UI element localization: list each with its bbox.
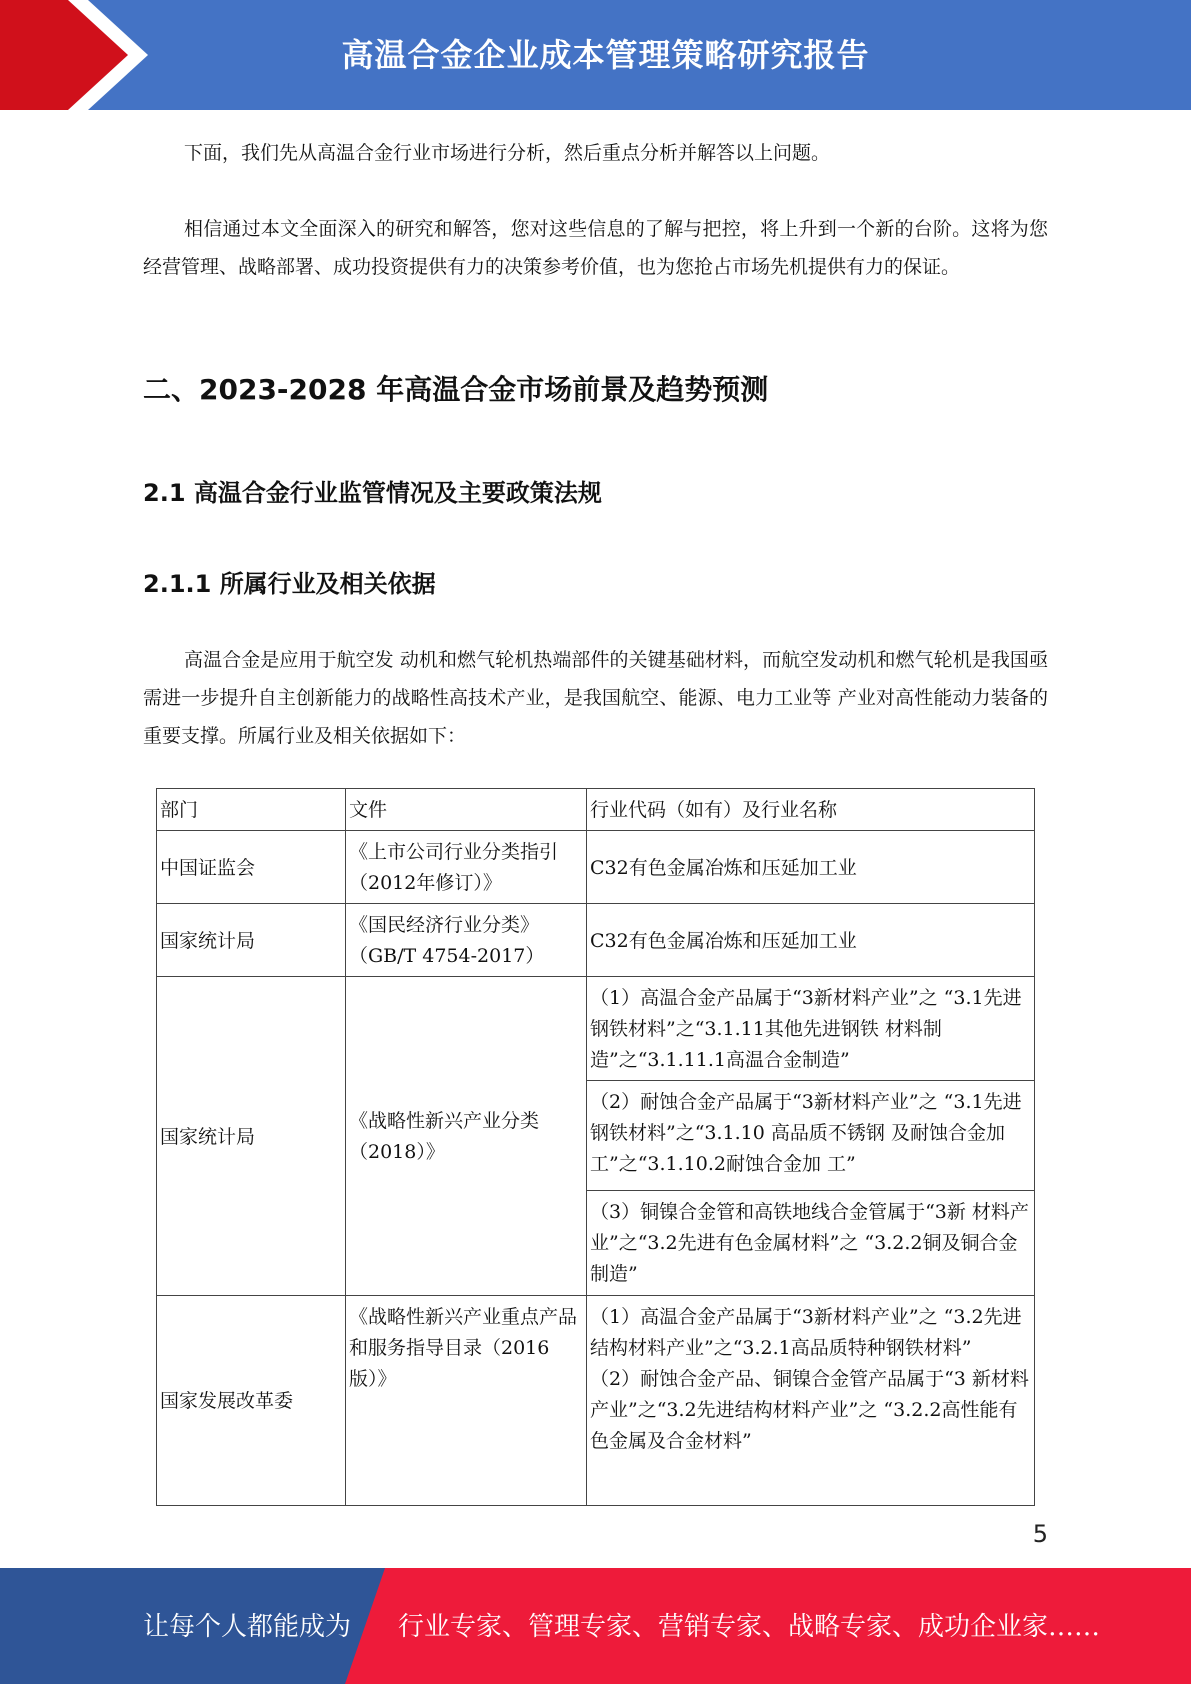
section-heading: 二、2023-2028 年高温合金市场前景及趋势预测 bbox=[143, 373, 769, 406]
table-header-cell: 行业代码（如有）及行业名称 bbox=[587, 789, 1035, 831]
body-paragraph-block bbox=[143, 641, 1048, 755]
subsubsection-heading-block bbox=[143, 564, 1048, 599]
footer-slogan-right: 行业专家、管理专家、营销专家、战略专家、成功企业家…… bbox=[398, 1612, 1101, 1642]
table-cell-dept: 国家发展改革委 bbox=[157, 1296, 346, 1506]
table-cell-code: （1）高温合金产品属于“3新材料产业”之 “3.1先进钢铁材料”之“3.1.11其他先进钢铁 材料制造”之“3.1.11.1高温合金制造” bbox=[587, 977, 1035, 1081]
table-cell-dept: 国家统计局 bbox=[157, 904, 346, 977]
table-row bbox=[157, 1296, 1035, 1506]
table-header-cell: 部门 bbox=[157, 789, 346, 831]
table-cell-doc: 《战略性新兴产业重点产品和服务指导目录（2016版）》 bbox=[346, 1296, 587, 1506]
subsection-heading-block bbox=[143, 473, 1048, 508]
subsection-heading: 2.1 高温合金行业监管情况及主要政策法规 bbox=[143, 479, 602, 507]
table-cell-code: （2）耐蚀合金产品属于“3新材料产业”之 “3.1先进钢铁材料”之“3.1.10 高品质不锈钢 及耐蚀合金加工”之“3.1.10.2耐蚀合金加 工” bbox=[587, 1081, 1035, 1191]
page-header bbox=[0, 0, 1191, 110]
table-cell-code: （1）高温合金产品属于“3新材料产业”之 “3.2先进结构材料产业”之“3.2.1高品质特种钢铁材料” （2）耐蚀合金产品、铜镍合金管产品属于“3 新材料产业”之“3.2先进结构材料产业”之 “3.2.2高性能有色金属及合金材料” bbox=[587, 1296, 1035, 1506]
section-heading-block bbox=[143, 368, 1048, 408]
intro-paragraph-2-block bbox=[143, 210, 1048, 286]
table-cell-doc: 《上市公司行业分类指引（2012年修订）》 bbox=[346, 831, 587, 904]
footer-slogan-left: 让每个人都能成为 bbox=[143, 1612, 352, 1642]
table-row bbox=[157, 977, 1035, 1081]
table-cell-code: C32有色金属冶炼和压延加工业 bbox=[587, 831, 1035, 904]
table-row bbox=[157, 904, 1035, 977]
table-cell-doc: 《国民经济行业分类》（GB/T 4754-2017） bbox=[346, 904, 587, 977]
table-cell-code: C32有色金属冶炼和压延加工业 bbox=[587, 904, 1035, 977]
table-row bbox=[157, 831, 1035, 904]
table-header-cell: 文件 bbox=[346, 789, 587, 831]
intro-paragraph-1: 下面，我们先从高温合金行业市场进行分析，然后重点分析并解答以上问题。 bbox=[184, 142, 831, 164]
report-title: 高温合金企业成本管理策略研究报告 bbox=[341, 36, 870, 74]
intro-paragraph-1-block bbox=[143, 134, 1048, 172]
table-cell-dept: 国家统计局 bbox=[157, 977, 346, 1296]
table-header-row bbox=[157, 789, 1035, 831]
table-cell-code: （3）铜镍合金管和高铁地线合金管属于“3新 材料产业”之“3.2先进有色金属材料”之 “3.2.2铜及铜合金制造” bbox=[587, 1191, 1035, 1296]
body-paragraph: 高温合金是应用于航空发 动机和燃气轮机热端部件的关键基础材料，而航空发动机和燃气轮机是我国亟需进一步提升自主创新能力的战略性高技术产业，是我国航空、能源、电力工业等 产业对高性能动力装备的重要支撑。所属行业及相关依据如下： bbox=[143, 649, 1048, 747]
subsubsection-heading: 2.1.1 所属行业及相关依据 bbox=[143, 570, 436, 598]
table-cell-doc: 《战略性新兴产业分类（2018）》 bbox=[346, 977, 587, 1296]
intro-paragraph-2: 相信通过本文全面深入的研究和解答，您对这些信息的了解与把控，将上升到一个新的台阶。这将为您经营管理、战略部署、成功投资提供有力的决策参考价值，也为您抢占市场先机提供有力的保证。 bbox=[143, 218, 1048, 278]
industry-classification-table bbox=[156, 788, 1035, 1506]
table-cell-dept: 中国证监会 bbox=[157, 831, 346, 904]
page-footer bbox=[0, 1568, 1191, 1684]
page-number: 5 bbox=[1032, 1520, 1048, 1548]
